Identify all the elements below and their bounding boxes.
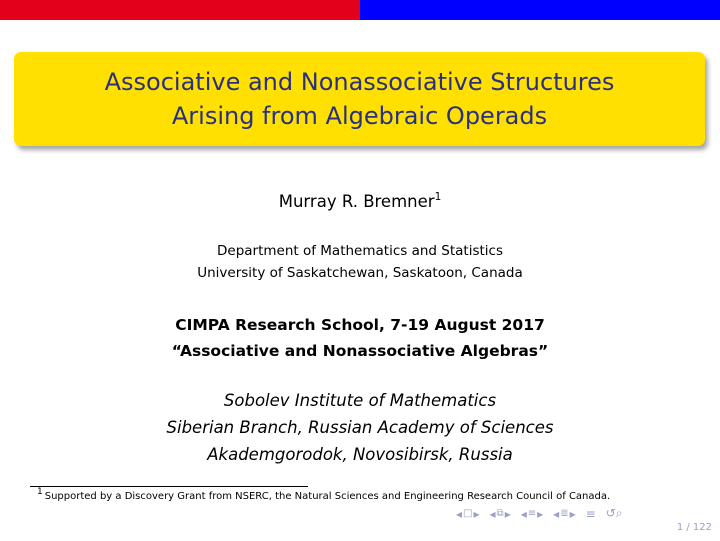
title-line-1: Associative and Nonassociative Structures bbox=[104, 68, 615, 96]
affiliation-line-2: University of Saskatchewan, Saskatoon, Canada bbox=[197, 265, 523, 281]
nav-section-icon[interactable]: ◂ ≡ ▸ bbox=[520, 506, 544, 521]
nav-search-icon[interactable]: ↺⌕ bbox=[605, 506, 623, 520]
author-name: Murray R. Bremner bbox=[278, 192, 435, 211]
footnote-rule bbox=[30, 486, 308, 487]
author-line bbox=[0, 190, 720, 214]
beamer-navigation-bar bbox=[456, 506, 622, 521]
footnote bbox=[37, 487, 611, 504]
affiliation-line-1: Department of Mathematics and Statistics bbox=[217, 243, 503, 259]
nav-subsection-icon[interactable]: ◂ ⧉ ▸ bbox=[489, 506, 511, 521]
footnote-mark: 1 bbox=[37, 487, 43, 497]
nav-align-icon[interactable]: ≡ bbox=[585, 506, 596, 521]
title-line-2: Arising from Algebraic Operads bbox=[171, 102, 548, 130]
institute-line-3: Akademgorodok, Novosibirsk, Russia bbox=[207, 445, 513, 464]
title-block bbox=[14, 52, 705, 146]
school-line-2: “Associative and Nonassociative Algebras” bbox=[171, 342, 549, 360]
page-number: 1 / 122 bbox=[676, 522, 712, 533]
top-color-bar bbox=[0, 0, 720, 20]
author-footnote-mark: 1 bbox=[434, 191, 442, 203]
top-bar-blue-segment bbox=[360, 0, 720, 20]
top-bar-red-segment bbox=[0, 0, 360, 20]
institute-line-2: Siberian Branch, Russian Academy of Sciences bbox=[166, 418, 554, 437]
nav-frame-icon[interactable]: ◂ □ ▸ bbox=[456, 506, 480, 521]
school-line-1: CIMPA Research School, 7-19 August 2017 bbox=[175, 316, 545, 334]
nav-document-icon[interactable]: ◂ ≣ ▸ bbox=[553, 506, 576, 521]
footnote-text: Supported by a Discovery Grant from NSERC, the Natural Sciences and Engineering Research Council of Canada. bbox=[44, 491, 611, 502]
institute-line-1: Sobolev Institute of Mathematics bbox=[223, 391, 497, 410]
